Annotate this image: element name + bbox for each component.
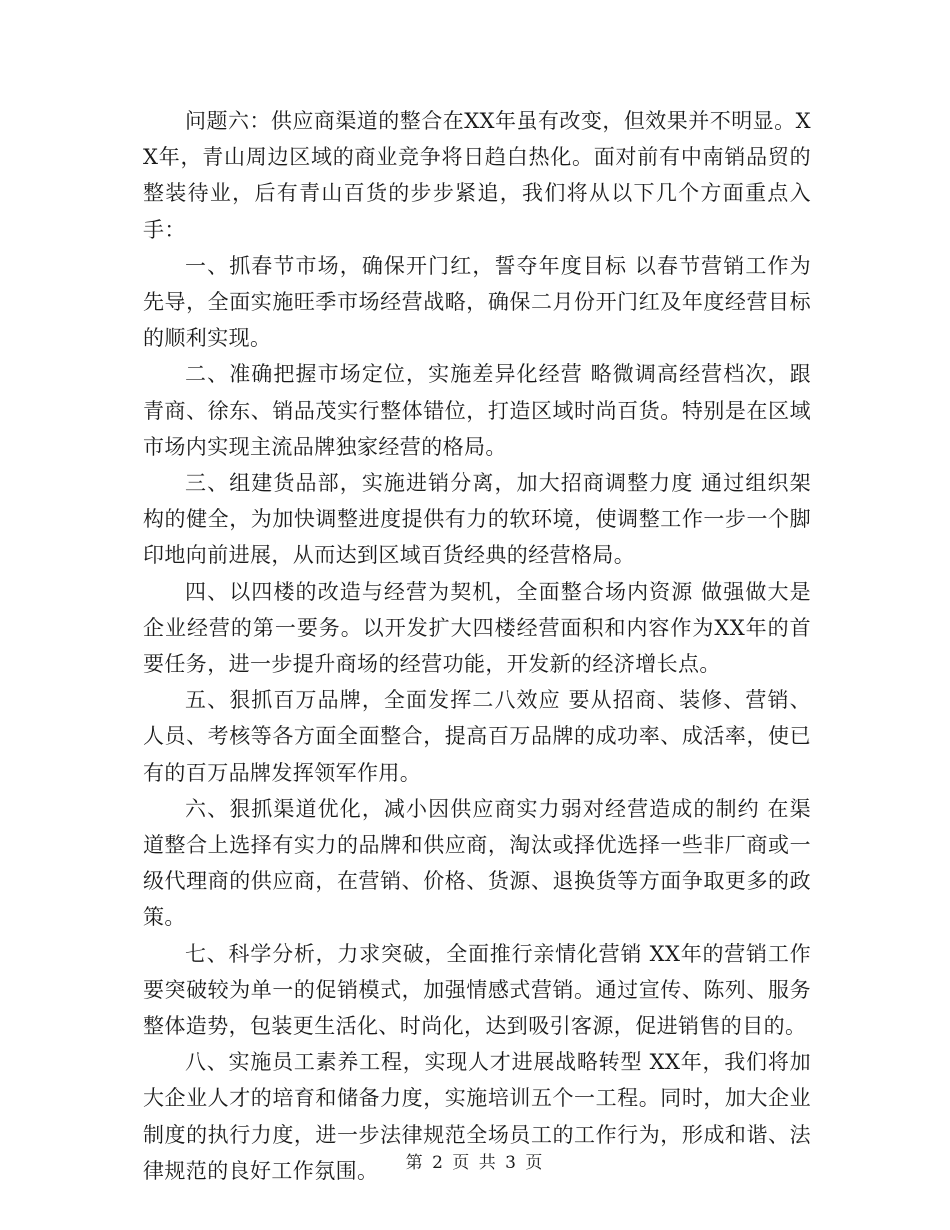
paragraph-item-7: 七、科学分析，力求突破，全面推行亲情化营销 XX年的营销工作要突破较为单一的促销模式，加强情感式营销。通过宣传、陈列、服务整体造势，包装更生活化、时尚化，达到吸引客源，促进销售的目的。 <box>143 941 811 1039</box>
paragraph-item-6: 六、狠抓渠道优化，减小因供应商实力弱对经营造成的制约 在渠道整合上选择有实力的品牌和供应商，淘汰或择优选择一些非厂商或一级代理商的供应商，在营销、价格、货源、退换货等方面争取更多的政策。 <box>143 796 811 930</box>
page-number-footer: 第 2 页 共 3 页 <box>405 1153 545 1173</box>
paragraph-item-4: 四、以四楼的改造与经营为契机，全面整合场内资源 做强做大是企业经营的第一要务。以开发扩大四楼经营面积和内容作为XX年的首要任务，进一步提升商场的经营功能，开发新的经济增长点。 <box>143 579 811 677</box>
paragraph-item-5: 五、狠抓百万品牌，全面发挥二八效应 要从招商、装修、营销、人员、考核等各方面全面整合，提高百万品牌的成功率、成活率，使已有的百万品牌发挥领军作用。 <box>143 688 811 785</box>
paragraph-issue-six: 问题六：供应商渠道的整合在XX年虽有改变，但效果并不明显。XX年，青山周边区域的商业竞争将日趋白热化。面对前有中南销品贸的整装待业，后有青山百货的步步紧追，我们将从以下几个方面重点入手： <box>143 109 811 242</box>
paragraph-item-2: 二、准确把握市场定位，实施差异化经营 略微调高经营档次，跟青商、徐东、销品茂实行整体错位，打造区域时尚百货。特别是在区域市场内实现主流品牌独家经营的格局。 <box>143 362 811 459</box>
paragraph-item-3: 三、组建货品部，实施进销分离，加大招商调整力度 通过组织架构的健全，为加快调整进度提供有力的软环境，使调整工作一步一个脚印地向前进展，从而达到区域百货经典的经营格局。 <box>143 471 811 568</box>
paragraph-item-1: 一、抓春节市场，确保开门红，誓夺年度目标 以春节营销工作为先导，全面实施旺季市场经营战略，确保二月份开门红及年度经营目标的顺利实现。 <box>143 253 811 351</box>
document-body <box>143 103 811 1189</box>
paragraph-item-8: 八、实施员工素养工程，实现人才进展战略转型 XX年，我们将加大企业人才的培育和储备力度，实施培训五个一工程。同时，加大企业制度的执行力度，进一步法律规范全场员工的工作行为，形成和谐、法律规范的良好工作氛围。 <box>143 1050 811 1183</box>
